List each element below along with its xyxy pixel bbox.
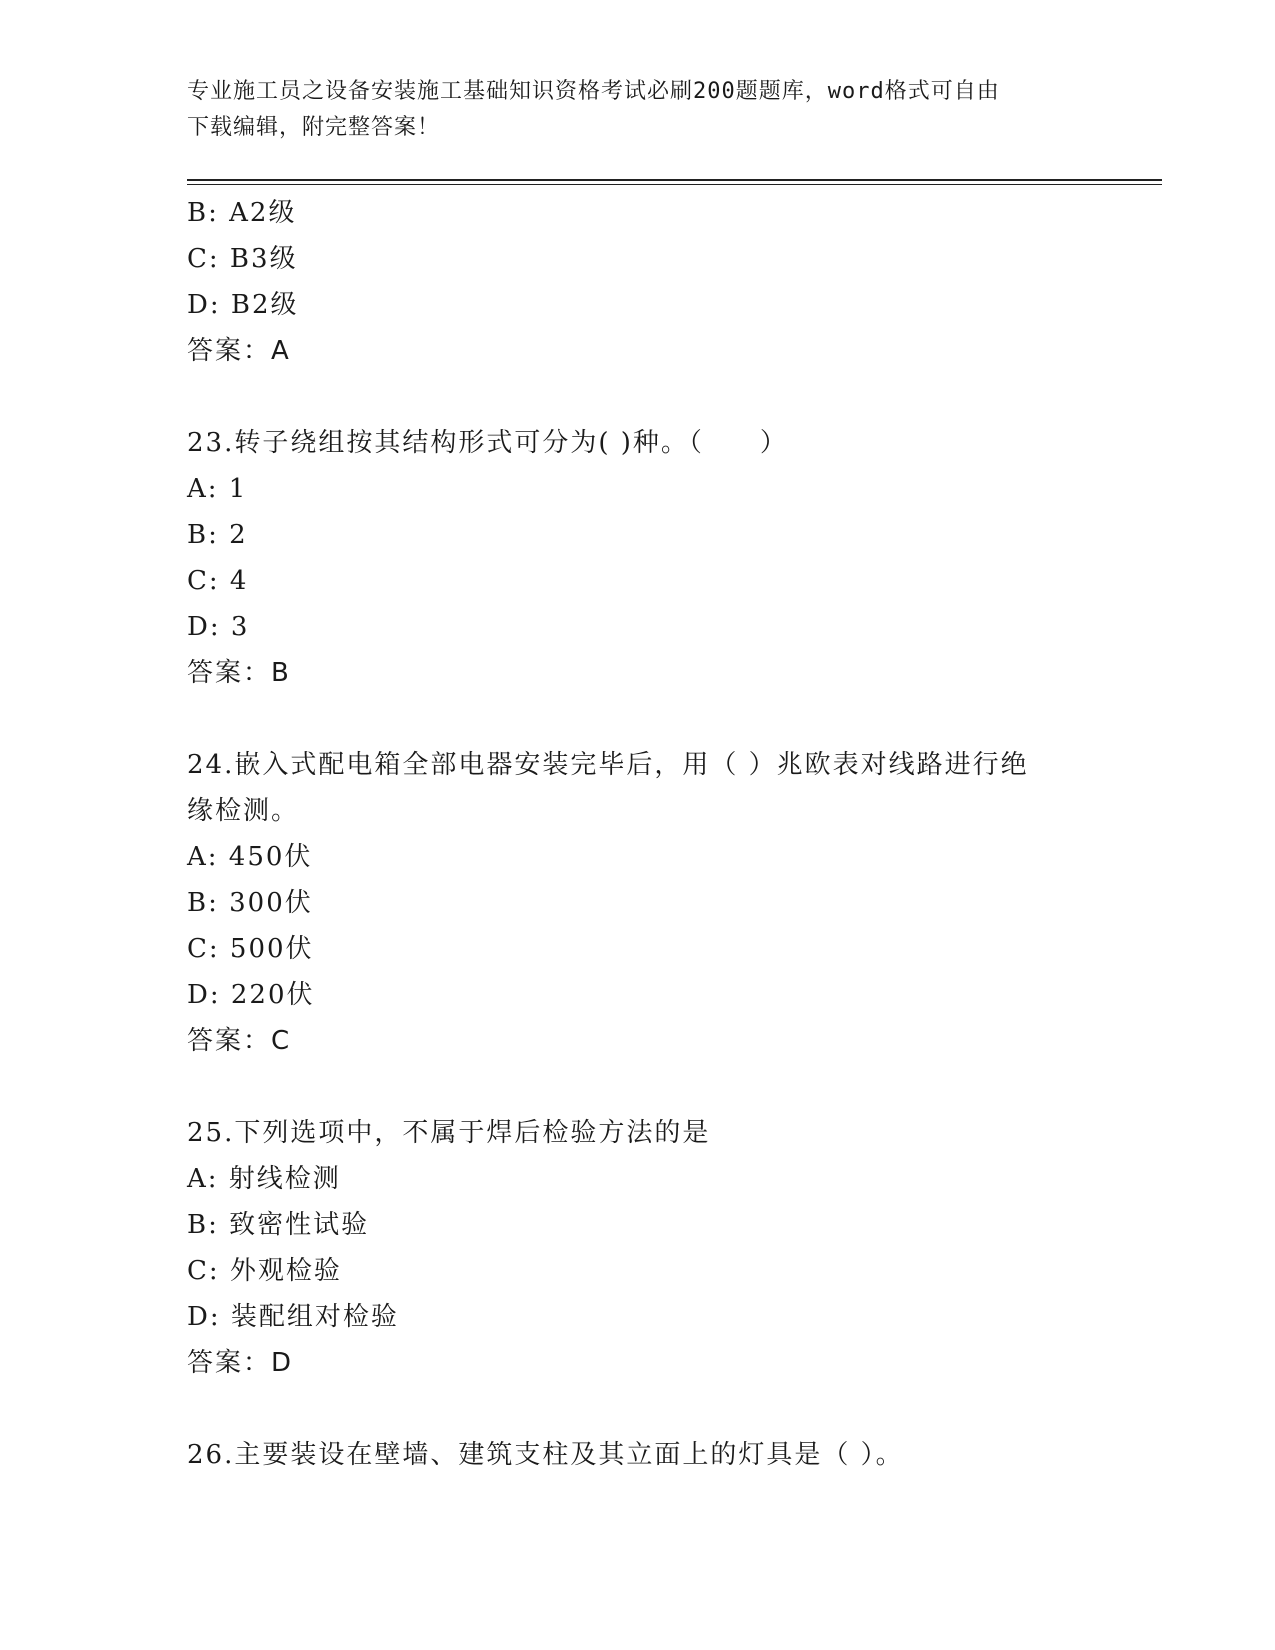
option-d: D: 220伏	[187, 980, 315, 1010]
header-title-line-1: 专业施工员之设备安装施工基础知识资格考试必刷200题题库，word格式可自由	[187, 79, 1000, 104]
option-c: C: B3级	[187, 244, 298, 274]
question-text: 25.下列选项中，不属于焊后检验方法的是	[187, 1118, 711, 1148]
option-b: B: 2	[187, 520, 248, 550]
question-23	[187, 420, 1087, 696]
option-d: D: B2级	[187, 290, 299, 320]
option-d: D: 装配组对检验	[187, 1302, 399, 1332]
question-text: 23.转子绕组按其结构形式可分为( )种。（ ）	[187, 428, 788, 458]
option-c: C: 4	[187, 566, 249, 596]
answer-line: 答案：C	[187, 1026, 292, 1056]
option-a: A: 1	[187, 474, 248, 504]
option-b: B: A2级	[187, 198, 297, 228]
document-header	[187, 74, 1087, 146]
question-text: 26.主要装设在壁墙、建筑支柱及其立面上的灯具是（ ）。	[187, 1440, 904, 1470]
option-d: D: 3	[187, 612, 250, 642]
header-divider-thin	[187, 184, 1162, 185]
option-a: A: 450伏	[187, 842, 313, 872]
question-22-continued	[187, 190, 1087, 374]
question-text-line-1: 24.嵌入式配电箱全部电器安装完毕后，用（ ）兆欧表对线路进行绝	[187, 750, 1029, 780]
answer-line: 答案：A	[187, 336, 291, 366]
option-b: B: 致密性试验	[187, 1210, 370, 1240]
option-a: A: 射线检测	[187, 1164, 341, 1194]
header-divider-thick	[187, 179, 1162, 181]
question-26	[187, 1432, 1087, 1478]
option-c: C: 500伏	[187, 934, 314, 964]
question-text-line-2: 缘检测。	[187, 796, 300, 826]
question-list	[187, 190, 1087, 1478]
answer-line: 答案：D	[187, 1348, 294, 1378]
header-title-line-2: 下载编辑，附完整答案！	[187, 115, 441, 140]
option-b: B: 300伏	[187, 888, 313, 918]
answer-line: 答案：B	[187, 658, 291, 688]
option-c: C: 外观检验	[187, 1256, 342, 1286]
question-25	[187, 1110, 1087, 1386]
question-24	[187, 742, 1087, 1064]
